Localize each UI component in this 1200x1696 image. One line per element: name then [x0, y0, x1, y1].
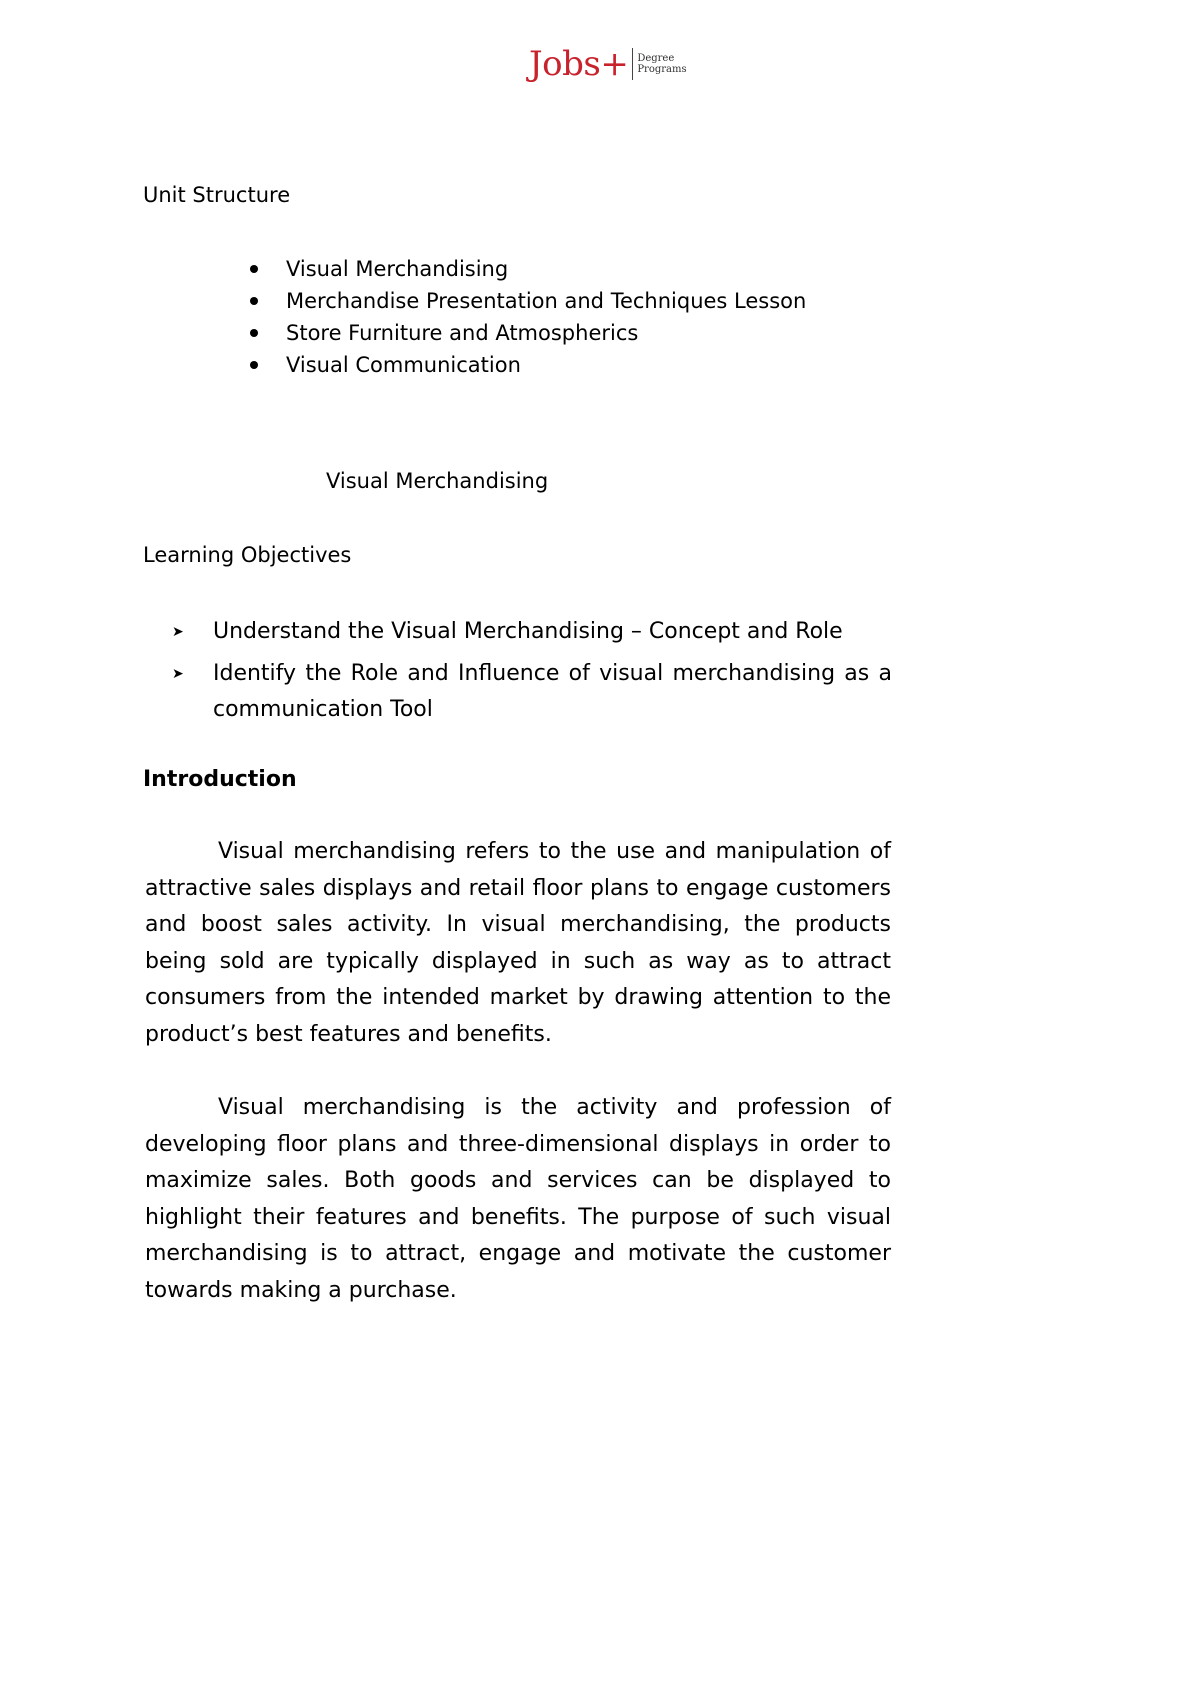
arrow-bullet-icon: ➤	[172, 624, 184, 640]
introduction-paragraph-2: Visual merchandising is the activity and profession of developing floor plans and three-dimensional displays in order to maximize sales. Both goods and services can be displayed to highlight their features and benefits. The purpose of such visual merchandising is to attract, engage and motivate the customer towards making a purchase.	[145, 1095, 891, 1303]
list-item-text: Understand the Visual Merchandising – Concept and Role	[213, 619, 843, 644]
list-item	[250, 256, 806, 288]
bullet-icon	[250, 361, 258, 369]
list-item	[250, 288, 806, 320]
list-item-text: Merchandise Presentation and Techniques Lesson	[286, 289, 807, 313]
jobs-plus-logo	[529, 42, 687, 86]
introduction-heading: Introduction	[143, 767, 297, 792]
list-item-text: Store Furniture and Atmospherics	[286, 321, 639, 345]
introduction-paragraph-1: Visual merchandising refers to the use and manipulation of attractive sales displays and retail floor plans to engage customers and boost sales activity. In visual merchandising, the products being sold are typically displayed in such as way as to attract consumers from the intended market by drawing attention to the product’s best features and benefits.	[145, 839, 891, 1047]
logo-subtitle	[637, 53, 686, 75]
section-title: Visual Merchandising	[326, 469, 549, 493]
logo-divider	[632, 48, 633, 80]
list-item	[250, 320, 806, 352]
list-item-text: Visual Merchandising	[286, 257, 509, 281]
list-item	[250, 352, 806, 384]
logo-subtitle-line1: Degree	[637, 53, 675, 64]
bullet-icon	[250, 265, 258, 273]
arrow-bullet-icon: ➤	[172, 666, 184, 682]
list-item-text: Identify the Role and Influence of visual merchandising as a communication Tool	[213, 661, 892, 722]
learning-objectives-list	[172, 614, 892, 734]
logo-wordmark: Jobs+	[529, 44, 629, 84]
unit-structure-title: Unit Structure	[143, 183, 291, 207]
list-item	[172, 656, 892, 728]
learning-objectives-title: Learning Objectives	[143, 543, 352, 567]
bullet-icon	[250, 297, 258, 305]
list-item	[172, 614, 892, 650]
bullet-icon	[250, 329, 258, 337]
logo-subtitle-line2: Programs	[637, 64, 687, 75]
list-item-text: Visual Communication	[286, 353, 521, 377]
unit-structure-list	[250, 256, 806, 384]
